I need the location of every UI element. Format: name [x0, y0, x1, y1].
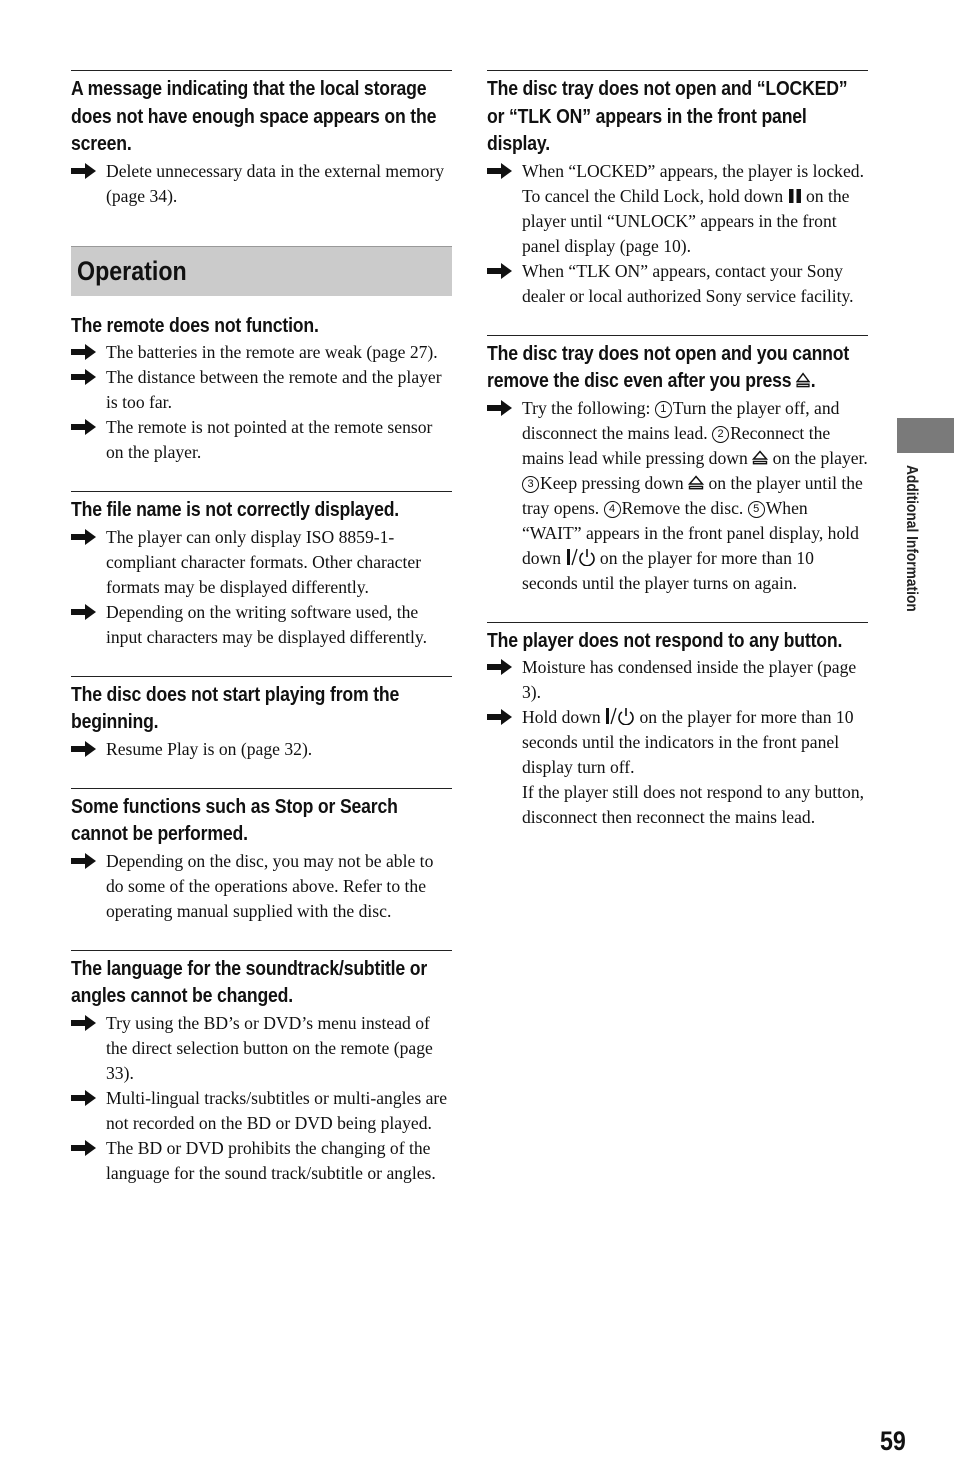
list-item	[71, 737, 452, 762]
side-tab-text: Additional Information	[903, 465, 920, 612]
arrow-icon	[71, 344, 96, 360]
section-heading: The language for the soundtrack/subtitle or angles cannot be changed.	[71, 956, 428, 1007]
item-text: Hold down	[522, 707, 601, 727]
section-banner-operation	[71, 246, 452, 296]
item-text: When “LOCKED” appears, the player is locked. To cancel the Child Lock, hold down	[522, 160, 864, 206]
item-text: The batteries in the remote are weak (page 27).	[106, 342, 438, 362]
item-text: The player can only display ISO 8859-1-compliant character formats. Other character formats may be displayed differently.	[106, 526, 422, 597]
section-disc-start	[71, 676, 452, 762]
arrow-icon	[71, 1090, 96, 1106]
section-tray-locked	[487, 70, 868, 309]
section-heading: The file name is not correctly displayed.	[71, 498, 400, 521]
item-text: When “WAIT” appears in the front panel display, hold down	[522, 497, 859, 568]
item-text: Turn the player off, and disconnect the mains lead.	[522, 397, 840, 443]
section-heading: A message indicating that the local storage does not have enough space appears on the screen.	[71, 77, 437, 155]
power-icon	[605, 707, 635, 725]
arrow-icon	[71, 163, 96, 179]
eject-icon	[752, 450, 768, 466]
item-text: on the player for more than 10 seconds until the indicators in the front panel display turn off.	[522, 707, 854, 777]
heading-text: The disc tray does not open and you cannot remove the disc even after you press	[487, 341, 850, 392]
list-item	[487, 159, 868, 259]
list-item	[487, 396, 868, 596]
list-item	[71, 340, 452, 365]
item-text: Delete unnecessary data in the external memory (page 34).	[106, 160, 445, 206]
solution-list	[487, 655, 868, 780]
heading-period: .	[810, 369, 816, 392]
section-remote	[71, 312, 452, 466]
right-column	[487, 70, 868, 830]
solution-list	[71, 159, 452, 209]
list-item	[71, 159, 452, 209]
list-item	[71, 525, 452, 600]
arrow-icon	[71, 529, 96, 545]
list-item	[71, 1136, 452, 1186]
list-item	[71, 600, 452, 650]
item-text: on the player.	[772, 447, 868, 468]
section-language	[71, 950, 452, 1186]
item-text: on the player for more than 10 seconds until the player turns on again.	[522, 547, 814, 593]
solution-list	[71, 737, 452, 762]
list-item	[71, 849, 452, 924]
solution-list	[71, 1011, 452, 1186]
item-text: Keep pressing down	[540, 472, 684, 493]
section-functions	[71, 788, 452, 924]
pause-icon	[788, 188, 802, 204]
arrow-icon	[71, 741, 96, 757]
arrow-icon	[71, 369, 96, 385]
item-text: Remove the disc.	[621, 497, 744, 518]
section-heading: The remote does not function.	[71, 313, 319, 337]
item-text: The BD or DVD prohibits the changing of the language for the sound track/subtitle or angles.	[106, 1137, 436, 1183]
item-text: The remote is not pointed at the remote sensor on the player.	[106, 417, 433, 462]
solution-list	[487, 396, 868, 596]
list-item	[487, 705, 868, 780]
arrow-icon	[71, 1015, 96, 1031]
step-number: 1	[655, 401, 672, 418]
section-heading: The disc does not start playing from the beginning.	[71, 682, 400, 733]
section-heading: The player does not respond to any button.	[487, 628, 843, 652]
eject-icon	[796, 372, 811, 389]
item-text: Resume Play is on (page 32).	[106, 738, 313, 759]
side-tab-marker	[897, 418, 954, 453]
step-number: 2	[712, 426, 729, 443]
item-text: Reconnect the mains lead while pressing down	[522, 422, 831, 468]
section-heading	[487, 340, 867, 395]
section-heading: The disc tray does not open and “LOCKED” or “TLK ON” appears in the front panel display.	[487, 77, 848, 155]
power-icon	[566, 548, 596, 566]
item-text: Depending on the writing software used, the input characters may be displayed differently.	[106, 601, 427, 647]
arrow-icon	[71, 604, 96, 620]
item-text: The distance between the remote and the player is too far.	[106, 367, 442, 412]
arrow-icon	[71, 1140, 96, 1156]
arrow-icon	[487, 400, 512, 416]
section-file-name	[71, 491, 452, 650]
item-text: Try the following:	[522, 397, 651, 418]
additional-note: If the player still does not respond to any button, disconnect then reconnect the mains lead.	[522, 782, 865, 827]
left-column	[71, 70, 452, 1186]
item-text: Moisture has condensed inside the player (page 3).	[522, 657, 857, 702]
arrow-icon	[487, 709, 512, 725]
side-tab-label	[899, 465, 923, 655]
step-number: 5	[748, 501, 765, 518]
item-text: on the player until the tray opens.	[522, 472, 863, 518]
solution-list	[71, 849, 452, 924]
list-item	[71, 1011, 452, 1086]
section-tray-stuck	[487, 335, 868, 596]
item-text: When “TLK ON” appears, contact your Sony dealer or local authorized Sony service facility.	[522, 260, 854, 306]
section-local-storage	[71, 70, 452, 209]
list-item	[71, 415, 452, 465]
page-number: 59	[880, 1426, 906, 1456]
item-text: Multi-lingual tracks/subtitles or multi-angles are not recorded on the BD or DVD being played.	[106, 1087, 448, 1133]
item-text: Depending on the disc, you may not be able to do some of the operations above. Refer to the operating manual supplied with the disc.	[106, 850, 434, 921]
arrow-icon	[487, 659, 512, 675]
eject-icon	[688, 475, 704, 491]
arrow-icon	[487, 263, 512, 279]
solution-list	[71, 525, 452, 650]
banner-title: Operation	[77, 255, 187, 286]
step-number: 4	[604, 501, 621, 518]
item-text: Try using the BD’s or DVD’s menu instead of the direct selection button on the remote (page 33).	[106, 1012, 433, 1083]
list-item	[487, 655, 868, 705]
step-number: 3	[522, 476, 539, 493]
list-item	[487, 259, 868, 309]
solution-list	[71, 340, 452, 465]
list-item	[71, 365, 452, 415]
section-heading: Some functions such as Stop or Search cannot be performed.	[71, 794, 398, 845]
solution-list	[487, 159, 868, 309]
arrow-icon	[487, 163, 512, 179]
list-item	[71, 1086, 452, 1136]
section-no-response	[487, 622, 868, 831]
arrow-icon	[71, 853, 96, 869]
arrow-icon	[71, 419, 96, 435]
item-text: on the player until “UNLOCK” appears in the front panel display (page 10).	[522, 185, 850, 256]
